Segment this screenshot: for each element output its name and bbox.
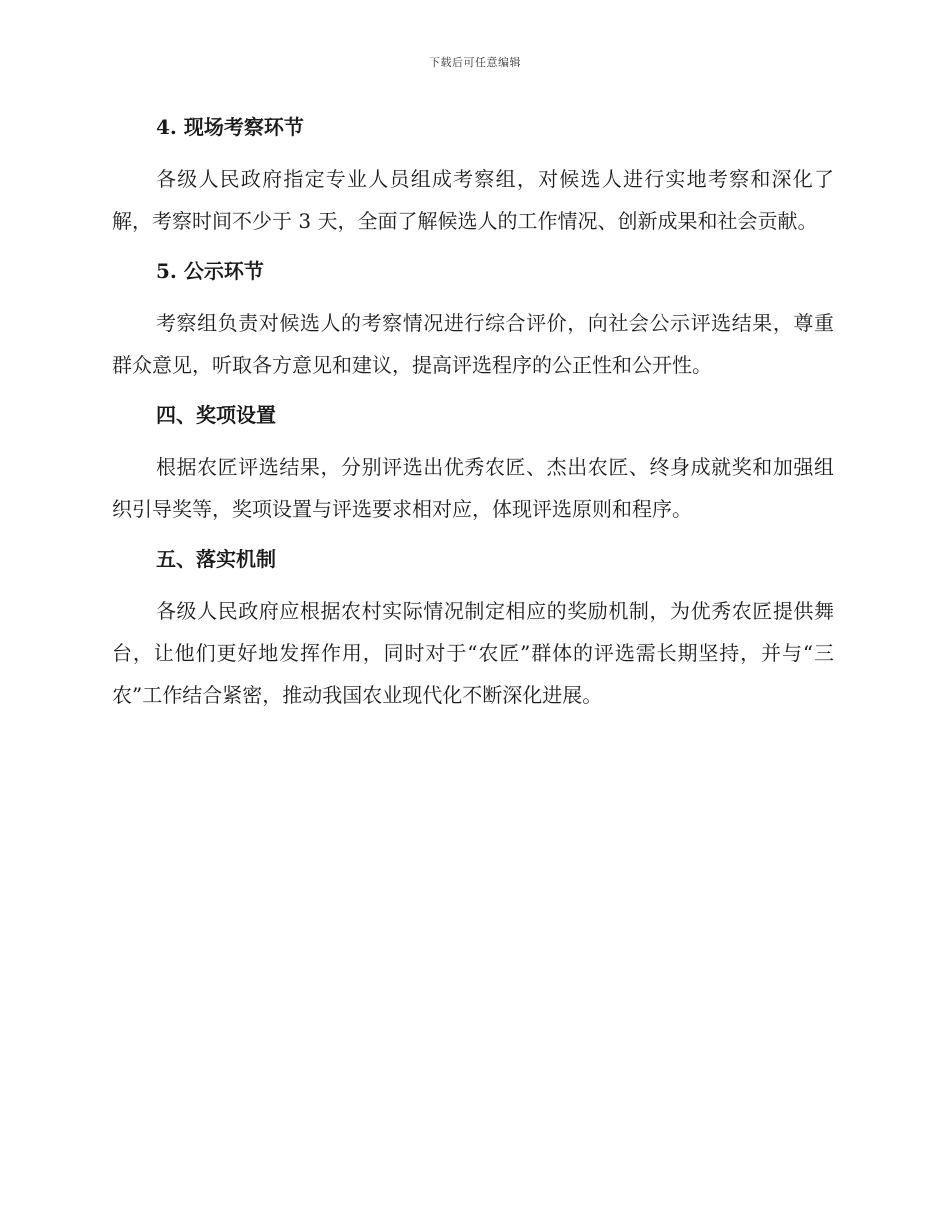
document-body: [112, 110, 834, 728]
section-awards: [112, 398, 834, 530]
section-heading: 4. 现场考察环节: [156, 115, 304, 139]
section-implementation: [112, 542, 834, 716]
section-site-inspection: [112, 110, 834, 242]
section-heading: 5. 公示环节: [156, 259, 264, 283]
section-heading: 四、奖项设置: [156, 403, 276, 427]
page-header: 下载后可任意编辑: [429, 56, 521, 69]
section-publicity: [112, 254, 834, 386]
section-paragraph: 根据农匠评选结果，分别评选出优秀农匠、杰出农匠、终身成就奖和加强组织引导奖等，奖项设置与评选要求相对应，体现评选原则和程序。: [112, 455, 834, 521]
section-paragraph: 各级人民政府指定专业人员组成考察组，对候选人进行实地考察和深化了解，考察时间不少于 3 天，全面了解候选人的工作情况、创新成果和社会贡献。: [112, 167, 834, 233]
section-paragraph: 考察组负责对候选人的考察情况进行综合评价，向社会公示评选结果，尊重群众意见，听取各方意见和建议，提高评选程序的公正性和公开性。: [112, 311, 834, 377]
section-paragraph: 各级人民政府应根据农村实际情况制定相应的奖励机制，为优秀农匠提供舞台，让他们更好地发挥作用，同时对于“农匠”群体的评选需长期坚持，并与“三农”工作结合紧密，推动我国农业现代化不断深化进展。: [112, 599, 834, 707]
section-heading: 五、落实机制: [156, 547, 276, 571]
